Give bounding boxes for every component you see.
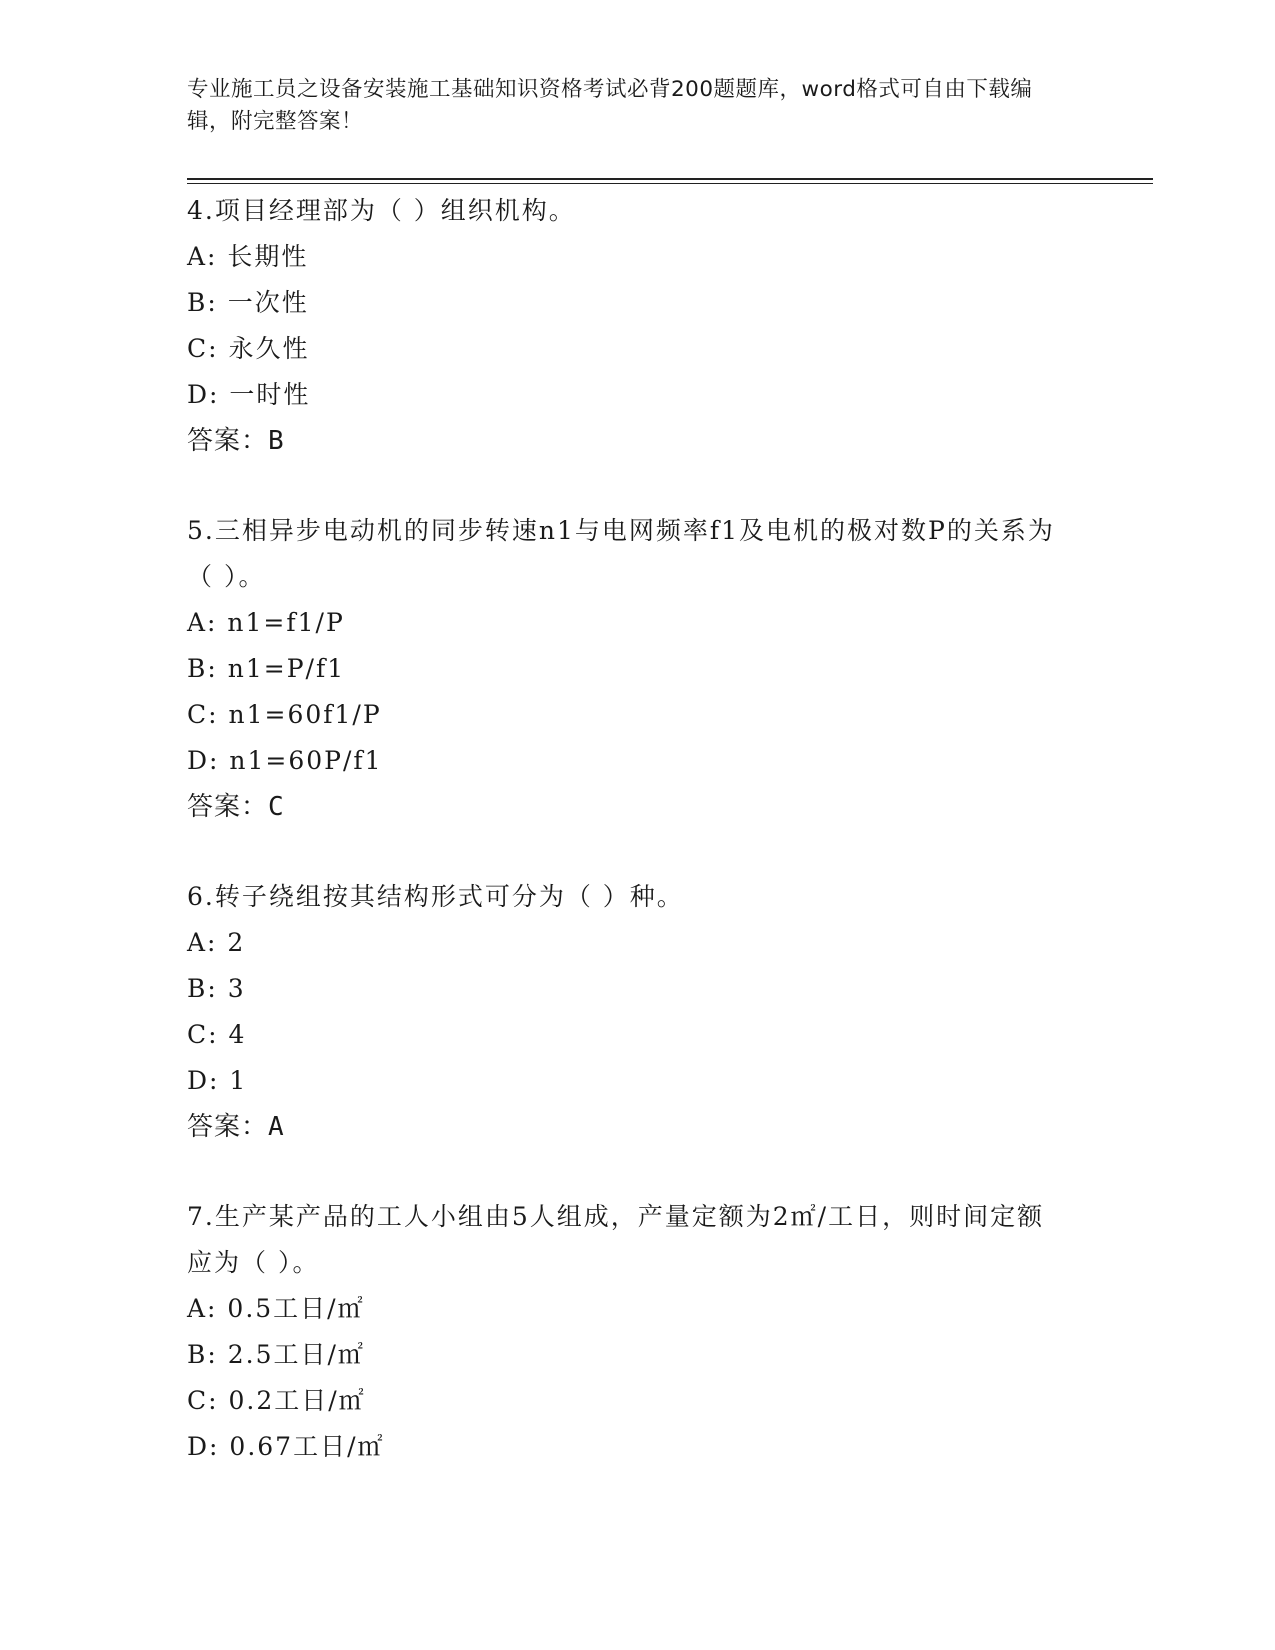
question-stem: 4.项目经理部为（ ）组织机构。	[187, 196, 576, 225]
answer-label: 答案：	[187, 426, 269, 456]
question-6	[187, 874, 1067, 1150]
answer-label: 答案：	[187, 792, 269, 822]
option-c: C: 永久性	[187, 334, 310, 363]
option-b: B: 2.5工日/㎡	[187, 1340, 365, 1369]
option-a: A: 0.5工日/㎡	[187, 1294, 365, 1323]
option-a: A: 2	[187, 928, 246, 957]
header-divider-thick	[187, 178, 1153, 180]
question-stem: 6.转子绕组按其结构形式可分为（ ）种。	[187, 882, 684, 911]
question-list	[187, 188, 1067, 1514]
answer-value: B	[268, 426, 285, 456]
question-4	[187, 188, 1067, 464]
option-d: D: n1=60P/f1	[187, 746, 383, 775]
question-stem: 7.生产某产品的工人小组由5人组成，产量定额为2㎡/工日，则时间定额应为（ ）。	[187, 1202, 1045, 1277]
header-divider-thin	[187, 183, 1153, 184]
option-a: A: 长期性	[187, 242, 309, 271]
answer-line	[187, 1104, 1067, 1150]
option-b: B: 3	[187, 974, 246, 1003]
option-c: C: n1=60f1/P	[187, 700, 382, 729]
question-5	[187, 508, 1067, 830]
answer-line	[187, 784, 1067, 830]
answer-line	[187, 418, 1067, 464]
answer-label: 答案：	[187, 1112, 269, 1142]
option-d: D: 一时性	[187, 380, 311, 409]
option-b: B: 一次性	[187, 288, 309, 317]
option-b: B: n1=P/f1	[187, 654, 346, 683]
document-header	[187, 74, 1067, 138]
document-title: 专业施工员之设备安装施工基础知识资格考试必背200题题库，word格式可自由下载编辑，附完整答案！	[187, 77, 1033, 134]
option-c: C: 4	[187, 1020, 247, 1049]
question-7	[187, 1194, 1067, 1470]
option-d: D: 1	[187, 1066, 248, 1095]
option-c: C: 0.2工日/㎡	[187, 1386, 366, 1415]
answer-value: A	[268, 1112, 285, 1142]
option-a: A: n1=f1/P	[187, 608, 345, 637]
option-d: D: 0.67工日/㎡	[187, 1432, 385, 1461]
question-stem: 5.三相异步电动机的同步转速n1与电网频率f1及电机的极对数P的关系为（ ）。	[187, 516, 1055, 591]
answer-value: C	[268, 792, 285, 822]
